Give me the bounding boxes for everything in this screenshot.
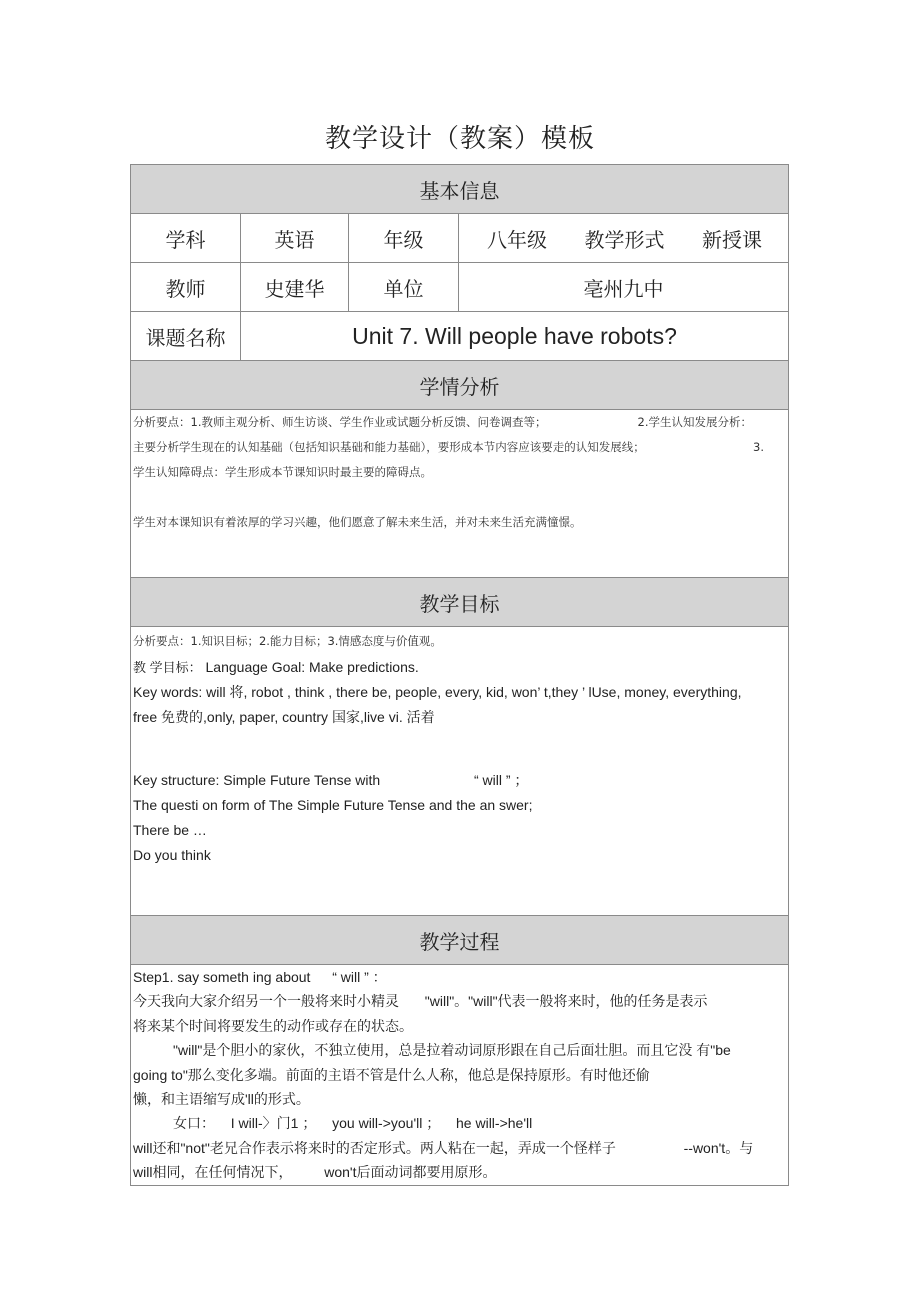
grade-form-cell xyxy=(459,214,789,263)
form-value: 新授课 xyxy=(702,227,762,252)
key-structure-b: “ will ” ； xyxy=(473,772,529,788)
process-p6d: he will->he'll xyxy=(456,1115,533,1132)
analysis-line-2a: 主要分析学生现在的认知基础（包括知识基础和能力基础），要形成本节内容应该要走的认知发展线； xyxy=(133,440,645,454)
analysis-header-row xyxy=(131,361,789,410)
process-p1a: 今天我向大家介绍另一个一般将来时小精灵 xyxy=(133,993,399,1010)
unit-label: 单位 xyxy=(349,263,459,312)
process-p6c: you will->you'll ； xyxy=(332,1115,441,1132)
teacher-row xyxy=(131,263,789,312)
topic-value: Unit 7. Will people have robots? xyxy=(241,312,789,361)
subject-value: 英语 xyxy=(241,214,349,263)
analysis-content xyxy=(131,410,789,578)
process-p2: 将来某个时间将要发生的动作或存在的状态。 xyxy=(133,1017,413,1034)
subject-label: 学科 xyxy=(131,214,241,263)
basic-info-header-row xyxy=(131,165,789,214)
key-structure-do-you-think: Do you think xyxy=(133,847,211,863)
teacher-label: 教师 xyxy=(131,263,241,312)
analysis-line-4: 学生对本课知识有着浓厚的学习兴趣，他们愿意了解未来生活，并对未来生活充满憧憬。 xyxy=(133,515,582,529)
process-p8a: will相同，在任何情况下， xyxy=(133,1164,293,1181)
process-p6b: I will-〉门1 ； xyxy=(230,1115,317,1132)
process-p5: 懒，和主语缩写成'll的形式。 xyxy=(133,1091,310,1108)
page-title: 教学设计（教案）模板 xyxy=(324,124,595,154)
objectives-header-row xyxy=(131,578,789,627)
process-content xyxy=(131,965,789,1186)
teacher-value: 史建华 xyxy=(241,263,349,312)
analysis-line-1b: 2.学生认知发展分析： xyxy=(637,415,752,429)
analysis-line-3: 学生认知障碍点：学生形成本节课知识时最主要的障碍点。 xyxy=(133,465,432,479)
process-p7b: --won't。与 xyxy=(683,1139,754,1156)
process-p4: going to"那么变化多端。前面的主语不管是什么人称，他总是保持原形。有时他还偷 xyxy=(133,1066,650,1083)
analysis-line-1a: 分析要点：1.教师主观分析、师生访谈、学生作业或试题分析反馈、问卷调查等； xyxy=(133,415,547,429)
process-content-row xyxy=(131,965,789,1186)
grade-value: 八年级 xyxy=(487,227,547,252)
objectives-hint: 分析要点：1.知识目标；2.能力目标；3.情感态度与价值观。 xyxy=(133,634,442,648)
key-structure-a: Key structure: Simple Future Tense with xyxy=(133,772,381,788)
objectives-content-row xyxy=(131,627,789,916)
unit-value: 亳州九中 xyxy=(459,263,789,312)
process-header-row xyxy=(131,916,789,965)
key-structure-there-be: There be … xyxy=(133,822,207,838)
objectives-goal-label: 教 学目标： xyxy=(133,660,202,675)
form-label: 教学形式 xyxy=(584,227,665,252)
key-words-line-1: Key words: will 将, robot , think , there be, people, every, kid, won’ t,they ’ lUse, money, everything, xyxy=(133,684,742,700)
subject-row xyxy=(131,214,789,263)
key-structure-question: The questi on form of The Simple Future Tense and the an swer; xyxy=(133,797,533,813)
process-p3a: "will"是个胆小的家伙，不独立使用，总是拉着动词原形跟在自己后面壮胆。而且它没 xyxy=(173,1042,693,1059)
step1-a: Step1. say someth ing about xyxy=(133,969,311,985)
analysis-line-2b: 3. xyxy=(753,440,764,454)
process-header: 教学过程 xyxy=(131,916,789,965)
objectives-header: 教学目标 xyxy=(131,578,789,627)
topic-label: 课题名称 xyxy=(131,312,241,361)
key-words-line-2: free 免费的,only, paper, country 国家,live vi. 活着 xyxy=(133,709,435,725)
process-p7a: will还和"not"老兄合作表示将来时的否定形式。两人粘在一起，弄成一个怪样子 xyxy=(133,1139,616,1156)
objectives-goal-text: Language Goal: Make predictions. xyxy=(201,659,419,675)
basic-info-header: 基本信息 xyxy=(131,165,789,214)
process-p8b: won't后面动词都要用原形。 xyxy=(324,1164,497,1181)
analysis-content-row xyxy=(131,410,789,578)
analysis-header: 学情分析 xyxy=(131,361,789,410)
grade-label: 年级 xyxy=(349,214,459,263)
lesson-plan-table xyxy=(130,164,789,1186)
topic-row xyxy=(131,312,789,361)
step1-b: “ will ” ： xyxy=(332,969,387,985)
process-p3b: 有"be xyxy=(696,1042,731,1059)
process-p6a: 女口： xyxy=(173,1115,215,1132)
process-p1b: "will"。"will"代表一般将来时，他的任务是表示 xyxy=(424,993,708,1010)
objectives-content xyxy=(131,627,789,916)
